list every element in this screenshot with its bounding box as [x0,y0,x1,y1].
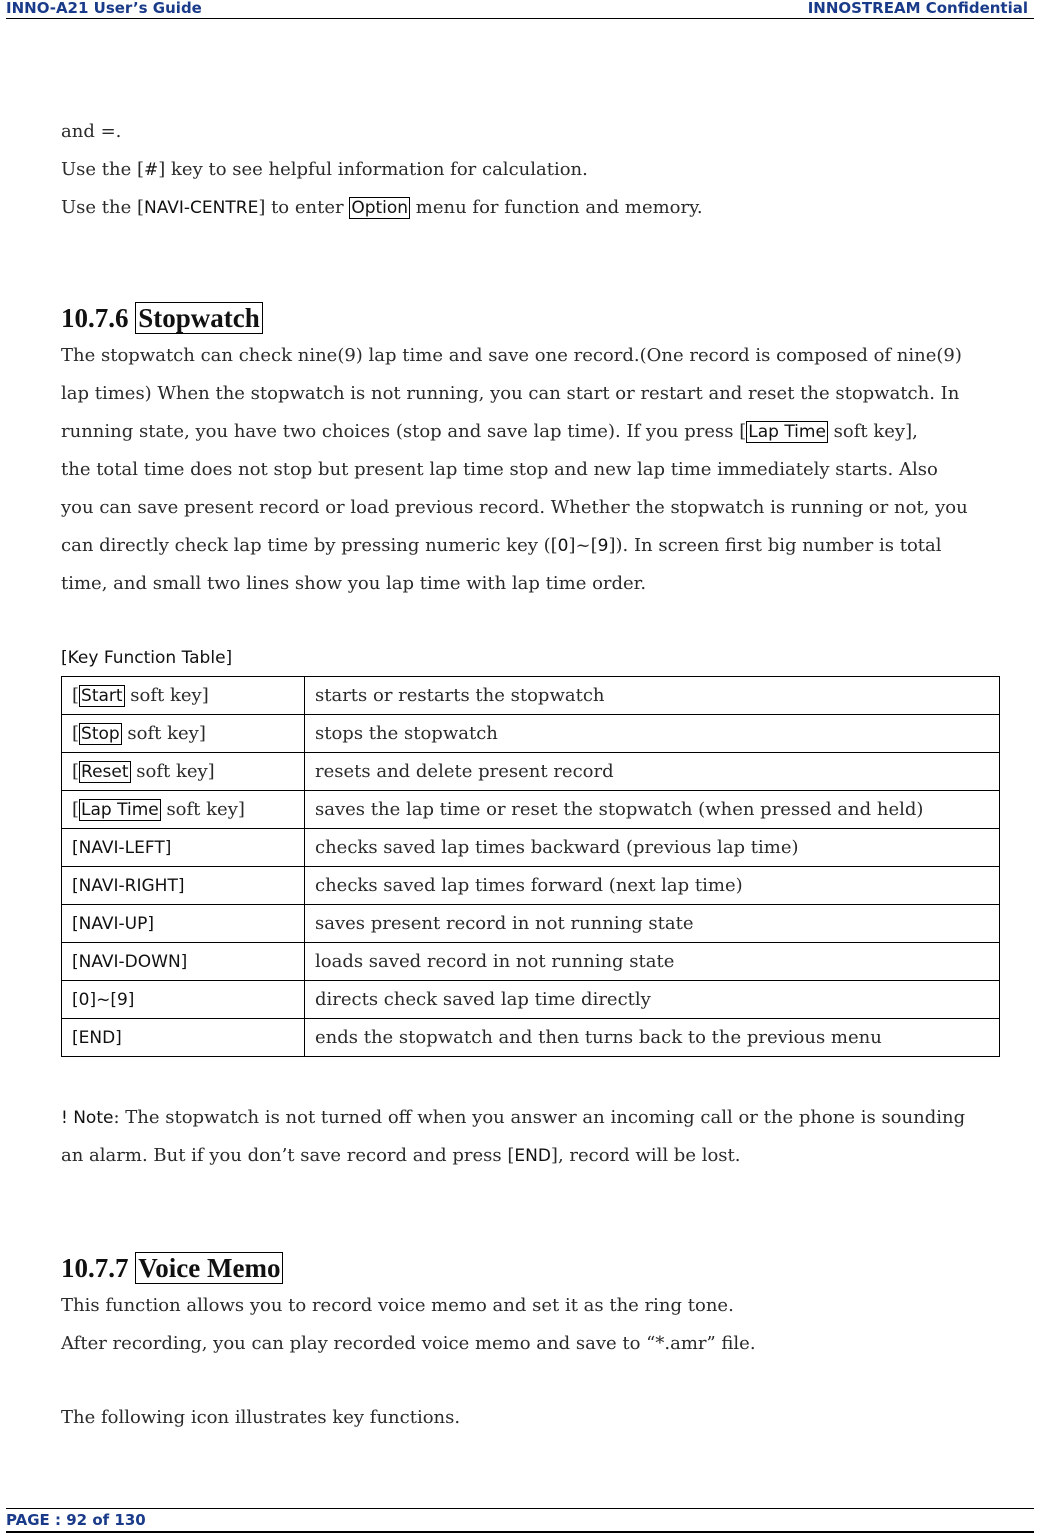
stopwatch-para-line: time, and small two lines show you lap time with lap time order. [61,573,647,594]
table-row [62,981,1000,1019]
text: running state, you have two choices (stop and save lap time). If you press [ [61,421,747,442]
text: soft key], [827,421,918,442]
text: ], record will be lost. [550,1145,741,1166]
table-row [62,867,1000,905]
voice-para-line: The following icon illustrates key functions. [61,1407,461,1428]
text: [ [72,723,80,744]
function-cell: starts or restarts the stopwatch [305,677,1000,715]
softkey-label: Lap Time [81,800,159,820]
text: menu for function and memory. [410,197,703,218]
stopwatch-para-line [61,534,942,558]
function-cell: directs check saved lap time directly [305,981,1000,1019]
section-title: Stopwatch [135,302,263,334]
intro-line-1: and =. [61,121,122,142]
key-cell: [END] [62,1019,305,1057]
softkey-label: Reset [81,762,129,782]
key-cell [62,677,305,715]
text: soft key] [121,723,206,744]
table-row [62,905,1000,943]
page-number: PAGE : 92 of 130 [6,1509,169,1531]
text: : The stopwatch is not turned off when you answer an incoming call or the phone is sounding [113,1107,966,1128]
note-line-2 [61,1144,741,1168]
stopwatch-para-line: The stopwatch can check nine(9) lap time and save one record.(One record is composed of nine(9) [61,345,962,366]
table-row [62,753,1000,791]
text: Use the [ [61,197,145,218]
section-number: 10.7.6 [61,303,136,333]
text: ]~[ [568,535,598,556]
key-cell: [NAVI-LEFT] [62,829,305,867]
key-0: 0 [557,536,569,556]
function-cell: ends the stopwatch and then turns back to the previous menu [305,1019,1000,1057]
page-header [6,0,1034,19]
stopwatch-para-line: lap times) When the stopwatch is not running, you can start or restart and reset the stopwatch. In [61,383,960,404]
stopwatch-heading [61,303,263,334]
function-cell: stops the stopwatch [305,715,1000,753]
section-title: Voice Memo [135,1252,283,1284]
note-line-1 [61,1106,965,1130]
text: soft key] [160,799,245,820]
key-cell: [NAVI-RIGHT] [62,867,305,905]
laptime-softkey-label: Lap Time [748,422,826,442]
key-cell: [0]~[9] [62,981,305,1019]
table-row [62,943,1000,981]
key-navi-centre: NAVI-CENTRE [144,198,259,218]
text: an alarm. But if you don’t save record and press [ [61,1145,515,1166]
text: soft key] [130,761,215,782]
function-cell: checks saved lap times backward (previous lap time) [305,829,1000,867]
page-footer [6,1509,1034,1533]
text: ] key to see helpful information for calculation. [158,159,588,180]
key-hash: # [144,160,159,180]
function-cell: checks saved lap times forward (next lap time) [305,867,1000,905]
voice-memo-heading [61,1253,283,1284]
note-label: ! Note [61,1108,114,1128]
key-cell: [NAVI-DOWN] [62,943,305,981]
text: [ [72,685,80,706]
key-function-table-title: [Key Function Table] [61,648,233,668]
text: [ [72,761,80,782]
key-end: END [514,1146,551,1166]
voice-para-line: This function allows you to record voice memo and set it as the ring tone. [61,1295,734,1316]
softkey-label: Start [81,686,123,706]
table-row [62,791,1000,829]
softkey-label: Stop [81,724,120,744]
section-number: 10.7.7 [61,1253,136,1283]
intro-line-2 [61,158,588,182]
intro-line-3 [61,196,703,220]
stopwatch-para-line: the total time does not stop but present lap time stop and new lap time immediately starts. Also [61,459,938,480]
table-row [62,1019,1000,1057]
function-cell: saves present record in not running state [305,905,1000,943]
stopwatch-para-line: you can save present record or load previous record. Whether the stopwatch is running or not, you [61,497,968,518]
header-confidential: INNOSTREAM Confidential [807,0,1028,17]
voice-para-line: After recording, you can play recorded voice memo and save to “*.amr” file. [61,1333,756,1354]
text: ]). In screen first big number is total [608,535,942,556]
key-cell [62,715,305,753]
table-row [62,829,1000,867]
function-cell: resets and delete present record [305,753,1000,791]
key-cell [62,753,305,791]
text: soft key] [124,685,209,706]
table-row [62,677,1000,715]
text: Use the [ [61,159,145,180]
text: ] to enter [258,197,350,218]
key-cell [62,791,305,829]
key-9: 9 [597,536,609,556]
text: can directly check lap time by pressing numeric key ([ [61,535,558,556]
function-cell: saves the lap time or reset the stopwatch (when pressed and held) [305,791,1000,829]
text: [ [72,799,80,820]
option-softkey-label: Option [351,198,409,218]
table-row [62,715,1000,753]
function-cell: loads saved record in not running state [305,943,1000,981]
key-cell: [NAVI-UP] [62,905,305,943]
key-function-table [61,676,1000,1057]
stopwatch-para-line [61,420,918,444]
header-doc-title: INNO-A21 User’s Guide [6,0,202,17]
